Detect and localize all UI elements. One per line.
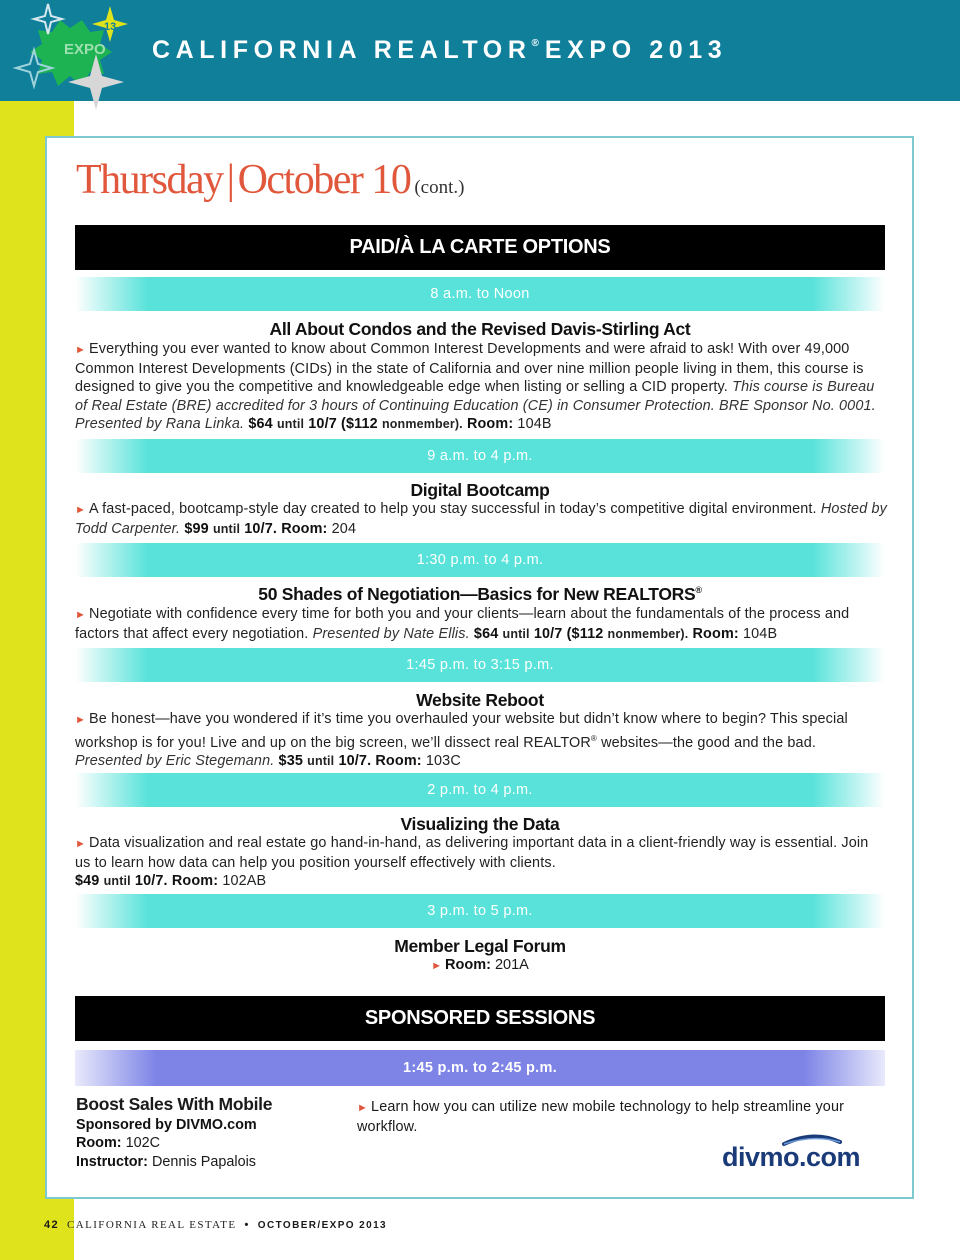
- session-desc-bootcamp: [75, 500, 887, 538]
- sponsored-session-title: Boost Sales With Mobile: [76, 1094, 273, 1114]
- session-title-website: Website Reboot: [416, 690, 544, 710]
- accreditation-note: This course is Bureau of Real Estate (BRE) accredited for 3 hours of Continuing Education (CE) in Consumer Protection. BRE Sponsor No. 0001. Presented by Rana Linka.: [75, 379, 876, 432]
- sponsor-line: Sponsored by DIVMO.com: [76, 1116, 257, 1133]
- page-footer: [44, 1219, 387, 1231]
- room-number: 102C: [125, 1135, 160, 1151]
- desc-text: A fast-paced, bootcamp-style day created to help you stay successful in today’s competitive digital environment.: [89, 501, 817, 517]
- member-price: $49: [75, 873, 100, 889]
- room-label: Room:: [171, 873, 219, 889]
- time-band-visualizing: 2 p.m. to 4 p.m.: [75, 773, 885, 807]
- desc-text-part2: websites—the good and the bad.: [596, 734, 816, 751]
- nonmember-word: nonmember).: [381, 417, 463, 431]
- desc-text: Everything you ever wanted to know about Common Interest Developments and were afraid to ask! With over 49,000 Common Interest Developments (CIDs) in the state of California and over nine million people living in them, this course is designed to give you the competitive and knowledgeable edge when listing or selling a CID property.: [75, 341, 864, 395]
- sponsored-section-header: SPONSORED SESSIONS: [75, 996, 885, 1041]
- price-date: 10/7.: [244, 520, 278, 537]
- time-band-sponsored: 1:45 p.m. to 2:45 p.m.: [75, 1050, 885, 1086]
- session-desc-website: [75, 710, 887, 770]
- sponsored-session-desc: [357, 1098, 877, 1136]
- room-label: Room:: [466, 416, 514, 432]
- presenter-note: Presented by Nate Ellis.: [312, 625, 470, 642]
- member-price: $99: [184, 520, 209, 537]
- session-desc-condos: [75, 340, 887, 434]
- session-room-legal-forum: [75, 957, 885, 973]
- expo-title-main: CALIFORNIA REALTOR: [152, 36, 532, 64]
- nonmember-word: nonmember).: [607, 626, 689, 641]
- presenter-note: Presented by Eric Stegemann.: [75, 752, 275, 769]
- room-label: Room:: [445, 957, 491, 973]
- triangle-bullet-icon: ►: [75, 838, 87, 850]
- divmo-logo-text: [722, 1142, 860, 1173]
- expo-title: [152, 36, 727, 65]
- session-title-legal-forum: Member Legal Forum: [394, 936, 566, 956]
- room-label: Room:: [375, 752, 422, 769]
- session-title-text: 50 Shades of Negotiation—Basics for New REALTORS: [258, 584, 696, 604]
- room-label: Room:: [692, 625, 739, 642]
- date-name: October 10: [237, 157, 411, 203]
- member-price: $35: [278, 752, 304, 769]
- desc-text: Negotiate with confidence every time for both you and your clients—learn about the fundamentals of the process and factors that affect every negotiation.: [75, 606, 850, 642]
- session-desc-visualizing: [75, 834, 887, 891]
- desc-text: Data visualization and real estate go hand-in-hand, as delivering important data in a client-friendly way is essential. Join us to learn how data can help you position yourself effectively with clients.: [75, 835, 869, 871]
- continued-label: (cont.): [414, 177, 465, 198]
- nonmember-price: ($112: [566, 625, 604, 642]
- sponsored-session-info: [76, 1095, 346, 1171]
- room-number: 102AB: [222, 873, 267, 889]
- page-number: 42: [44, 1219, 60, 1231]
- room-label: Room:: [281, 520, 328, 537]
- time-band-negotiation: 1:30 p.m. to 4 p.m.: [75, 543, 885, 577]
- member-price: $64: [248, 416, 273, 432]
- day-name: Thursday: [76, 157, 223, 203]
- footer-bullet-icon: •: [244, 1219, 250, 1231]
- triangle-bullet-icon: ►: [431, 960, 443, 972]
- desc-text: Learn how you can utilize new mobile technology to help streamline your workflow.: [357, 1099, 845, 1135]
- session-title-visualizing: Visualizing the Data: [400, 814, 560, 834]
- instructor-label: Instructor:: [76, 1153, 148, 1170]
- time-band-condos: 8 a.m. to Noon: [75, 277, 885, 311]
- price-until: until: [212, 521, 241, 536]
- registered-mark: ®: [590, 733, 597, 743]
- session-title-condos: All About Condos and the Revised Davis-Stirling Act: [269, 319, 691, 339]
- price-date: 10/7: [308, 416, 337, 432]
- page-header: [0, 0, 960, 101]
- expo-logo-year: 13: [104, 21, 117, 33]
- price-date: 10/7.: [338, 752, 372, 769]
- desc-text-part1: Be honest—have you wondered if it’s time you overhauled your website but didn’t know where to begin? This special workshop is for you! Live and up on the big screen, we’ll dissect real REALTOR: [75, 711, 848, 751]
- paid-section-header: PAID/À LA CARTE OPTIONS: [75, 225, 885, 270]
- registered-mark: ®: [695, 585, 702, 596]
- price-until: until: [307, 753, 335, 768]
- session-title-bootcamp: Digital Bootcamp: [410, 480, 550, 500]
- publication-name: CALIFORNIA REAL ESTATE: [67, 1219, 237, 1231]
- divmo-logo: [722, 1132, 884, 1174]
- divmo-logo-text-b: mo.com: [759, 1142, 861, 1172]
- time-band-bootcamp: 9 a.m. to 4 p.m.: [75, 439, 885, 473]
- triangle-bullet-icon: ►: [75, 714, 87, 726]
- time-band-legal-forum: 3 p.m. to 5 p.m.: [75, 894, 885, 928]
- instructor-name: Dennis Papalois: [151, 1153, 256, 1170]
- expo-logo: [10, 0, 140, 120]
- price-until: until: [502, 626, 530, 641]
- nonmember-price: ($112: [341, 416, 378, 432]
- expo-logo-text: EXPO: [64, 41, 106, 58]
- room-number: 204: [331, 520, 357, 537]
- triangle-bullet-icon: ►: [357, 1102, 369, 1114]
- sponsored-instructor: [76, 1153, 346, 1172]
- price-until: until: [276, 417, 305, 431]
- member-price: $64: [473, 625, 499, 642]
- heading-divider: |: [226, 157, 234, 203]
- room-number: 201A: [494, 957, 529, 973]
- expo-title-year: EXPO 2013: [544, 36, 728, 64]
- price-until: until: [103, 874, 131, 888]
- divmo-logo-text-a: div: [722, 1142, 760, 1172]
- triangle-bullet-icon: ►: [75, 609, 87, 621]
- session-title-negotiation: [75, 584, 885, 605]
- host-note: Hosted by Todd Carpenter.: [75, 501, 888, 537]
- registered-mark: ®: [531, 38, 539, 49]
- triangle-bullet-icon: ►: [75, 344, 87, 356]
- session-desc-negotiation: [75, 605, 887, 643]
- day-heading: [76, 156, 464, 204]
- room-number: 104B: [742, 625, 778, 642]
- time-band-website: 1:45 p.m. to 3:15 p.m.: [75, 648, 885, 682]
- room-number: 103C: [425, 752, 461, 769]
- triangle-bullet-icon: ►: [75, 504, 87, 516]
- room-label: Room:: [76, 1135, 122, 1151]
- issue-name: OCTOBER/EXPO 2013: [257, 1220, 387, 1231]
- price-date: 10/7.: [134, 873, 168, 889]
- room-number: 104B: [517, 416, 552, 432]
- price-date: 10/7: [533, 625, 563, 642]
- sponsored-room: [76, 1134, 346, 1153]
